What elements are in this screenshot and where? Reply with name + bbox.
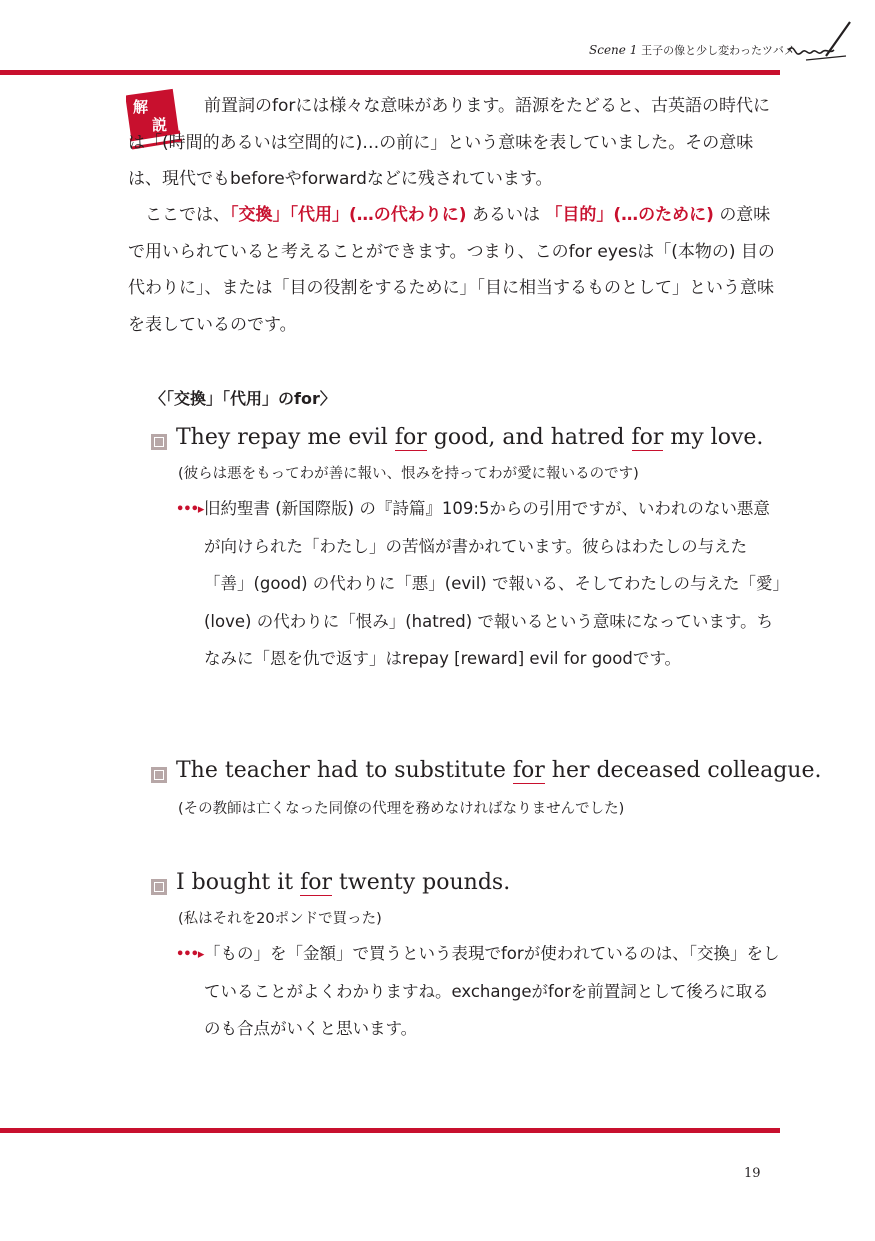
- example-translation-2: (その教師は亡くなった同僚の代理を務めなければなりませんでした): [178, 801, 625, 817]
- ex2-pre: The teacher had to substitute: [176, 758, 513, 783]
- badge-char-1: 解: [133, 98, 149, 116]
- para2-text-b: あるいは: [471, 205, 540, 225]
- page-number: 19: [744, 1166, 761, 1181]
- para2-highlight-1: 「交換」「代用」(…の代わりに): [230, 205, 467, 225]
- ex1-mid: good, and hatred: [426, 425, 632, 450]
- ex1-for-2: for: [631, 425, 664, 450]
- arrow-icon: •••▸: [176, 947, 204, 962]
- ex1-pre: They repay me evil: [176, 425, 395, 450]
- ex3-post: twenty pounds.: [332, 870, 511, 895]
- bottom-rule: [0, 1128, 780, 1133]
- example-translation-3: (私はそれを20ポンドで買った): [178, 911, 382, 927]
- para2-text-a: ここでは、: [145, 205, 230, 225]
- ex2-for: for: [512, 758, 545, 783]
- ex1-post: my love.: [663, 425, 764, 450]
- example-note-3: 「もの」を「金額」で買うという表現でforが使われているのは、「交換」をしていることがよくわかりますね。exchangeがforを前置詞として後ろに取るのも合点がいくと思います。: [204, 944, 780, 1038]
- example-icon: [151, 767, 167, 783]
- example-icon: [151, 434, 167, 450]
- explanation-paragraph-1: 前置詞のforには様々な意味があります。語源をたどると、古英語の時代には「(時間的あるいは空間的に)…の前に」という意味を表していました。その意味は、現代でもbeforeやforwardなどに残されています。: [128, 96, 771, 189]
- section-heading: 〈「交換」「代用」のfor〉: [150, 389, 336, 408]
- example-sentence-1: [176, 425, 763, 450]
- para2-text-c: の意味で用いられていると考えることができます。つまり、このfor eyesは「(本物の) 目の代わりに」、または「目の役割をするために」「目に相当するものとして」という意味を表しているのです。: [128, 205, 775, 335]
- ex3-pre: I bought it: [176, 870, 301, 895]
- ex2-post: her deceased colleague.: [544, 758, 822, 783]
- explanation-paragraph-2: [128, 197, 783, 343]
- example-sentence-2: [176, 758, 821, 783]
- running-header: [589, 42, 795, 58]
- top-rule: [0, 70, 780, 75]
- example-icon: [151, 879, 167, 895]
- pen-signature-icon: [786, 20, 854, 68]
- example-translation-1: (彼らは悪をもってわが善に報い、恨みを持ってわが愛に報いるのです): [178, 466, 639, 482]
- scene-label: Scene 1: [589, 43, 638, 57]
- example-note-1: 旧約聖書 (新国際版) の『詩篇』109:5からの引用ですが、いわれのない悪意が向けられた「わたし」の苦悩が書かれています。彼らはわたしの与えた「善」(good) の代わりに「悪」(evil) で報いる、そしてわたしの与えた「愛」(love) の代わりに「恨み」(hatred) で報いるという意味になっています。ちなみに「恩を仇で返す」はrepay [reward] evil for goodです。: [204, 499, 781, 668]
- example-sentence-3: [176, 870, 510, 895]
- badge-char-2: 説: [152, 116, 168, 134]
- chapter-title: 王子の像と少し変わったツバメ: [641, 44, 795, 57]
- ex1-for-1: for: [394, 425, 427, 450]
- arrow-icon: •••▸: [176, 502, 204, 517]
- ex3-for: for: [300, 870, 333, 895]
- para2-highlight-2: 「目的」(…のために): [545, 205, 714, 225]
